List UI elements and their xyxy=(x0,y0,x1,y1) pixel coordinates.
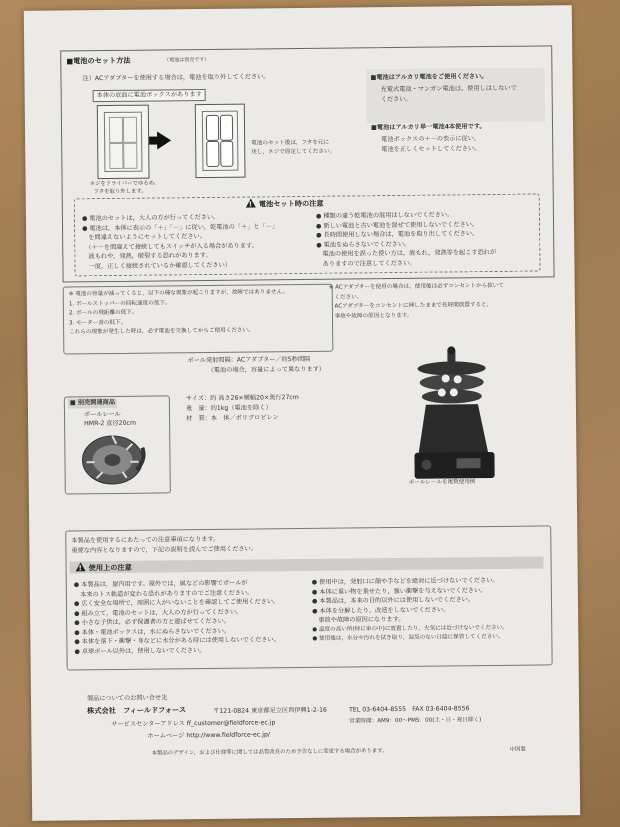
power-notice-line: ※ 電池の容量が減ってくると，以下の様な現象が起こりますが，故障ではありません。 xyxy=(68,289,289,298)
battery-count-line-2: 電池を正しくセットしてください。 xyxy=(381,145,481,154)
ball-rail-image xyxy=(76,430,149,489)
caution-set-right xyxy=(316,210,496,269)
arrow-right-icon xyxy=(157,131,171,149)
battery-box-diagram-before xyxy=(97,105,150,180)
alkaline-title: ■電池はアルカリ電池をご使用ください。 xyxy=(370,73,488,82)
usage-right-line: ● 使用中は，発射口に顔や手などを絶対に近づけないでください。 xyxy=(311,576,499,586)
size-spec: サイズ：約 高さ26×横幅20×奥行27cm xyxy=(185,394,299,403)
company-phone: TEL 03-6404-8555 FAX 03-6404-8556 xyxy=(349,705,470,714)
homepage-link[interactable]: ホームページ http://www.fieldforce-ec.jp/ xyxy=(147,731,270,740)
company-name: 株式会社 フィールドフォース xyxy=(87,705,187,716)
notice-line-1: 本製品を使用するにあたっての注意事項になります。 xyxy=(71,535,220,545)
usage-right-line: ● 使用後は，水分や汚れを拭き取り，湿気のない日陰に保管してください。 xyxy=(312,633,504,642)
usage-title-text: 使用上の注意 xyxy=(88,562,132,573)
battery-box-diagram-after xyxy=(195,104,246,179)
power-notice-line: 2. ボールの飛距離の低下。 xyxy=(68,309,138,317)
usage-right-line: ● 本製品は，本来の目的以外には使用しないでください。 xyxy=(311,596,475,605)
usage-left-line: ● 小さな子供は，必ず保護者の方と遊ばせてください。 xyxy=(74,617,231,627)
caution-set-title-text: 電池セット時の注意 xyxy=(258,198,324,209)
battery-count-line-1: 電池ボックスの＋－の表示に従い， xyxy=(381,135,481,144)
caution-set-left-line: ● 電池のセットは，大人の方が行ってください。 xyxy=(81,213,220,223)
inquiry-label: 製品についてのお問い合せ先 xyxy=(86,694,168,703)
caution-set-right-line: ● 長時間使用しない場合は，電池を取り出してください。 xyxy=(316,230,479,239)
caution-set-left-line: 液もれや，発熱，破裂する恐れがあります。 xyxy=(82,251,212,261)
battery-count-title: ■電池はアルカリ単一電池4本使用です。 xyxy=(370,123,486,132)
product-image xyxy=(395,344,508,485)
screw-caption: ネジをドライバーでゆるめ、 xyxy=(89,180,160,188)
caution-set-right-line: 電池の使用を誤った使い方は，液もれ，発熱等を起こす恐れが xyxy=(316,248,497,258)
service-email: サービスセンターアドレス ff_customer@fieldforce-ec.jp xyxy=(111,719,276,729)
usage-right-line: ● 本体を分解したり，改造をしないでください。 xyxy=(312,605,450,615)
usage-right-line: 事故や故障の原因になります。 xyxy=(312,615,405,624)
alkaline-line-2: ください。 xyxy=(380,95,412,104)
caution-set-left xyxy=(82,212,279,271)
usage-left-line: ● 卓球ボール以外は，使用しないでください。 xyxy=(74,646,206,655)
caution-set-right-line: ● 電池をぬらさないでください。 xyxy=(316,240,411,249)
usage-left-line: ● 本製品は，屋内用です。屋外では，風などの影響でボールが xyxy=(73,579,248,589)
business-hours: 営業時間：AM9：00～PM5：00(土・日・祝日除く) xyxy=(349,717,482,725)
battery-title-note: （電池は別売です） xyxy=(164,56,210,64)
usage-left-line: ● 本体・電池ボックスは，水にぬらさないでください。 xyxy=(74,627,231,636)
caution-set-left-line: 一度，正しく接続されているか確認してください） xyxy=(82,261,231,270)
power-notice-line: これらの現象が発生した時は，必ず電池を交換してからご使用ください。 xyxy=(69,327,254,336)
warning-icon xyxy=(246,198,256,207)
screw-caption-2: フタを取り外します。 xyxy=(93,188,147,196)
power-notice-left xyxy=(69,288,289,338)
power-notice-right xyxy=(329,282,505,322)
power-notice-right-line: ※ ACアダプターを使用の場合は，使用後は必ずコンセントから抜いて xyxy=(328,282,504,291)
set-caption-2: 戻し，ネジで固定してください。 xyxy=(251,148,336,156)
caution-set-right-line: ありますので注意してください。 xyxy=(316,259,416,268)
material-spec: 材 質：本 体／ポリプロピレン xyxy=(186,414,279,423)
origin-label: 中国製 xyxy=(509,746,526,753)
power-notice-right-line: ACアダプターをコンセントに挿したままで長時間放置すると， xyxy=(328,302,493,310)
usage-left-line: ● 本体を落下・衝撃・身などに水分がある時には使用しないでください。 xyxy=(74,636,280,646)
power-notice-line: 3. モーター音の低下。 xyxy=(69,319,127,326)
battery-title: ■電池のセット方法 xyxy=(66,55,131,66)
interval-spec-note: （電池の場合，容量によって異なります） xyxy=(207,365,326,374)
caution-set-left-line: （＋－を間違えて接続してもスイッチが入る場合があります。 xyxy=(82,241,258,251)
caution-set-title xyxy=(246,198,324,210)
alkaline-line-1: 充電式電池・マンガン電池は、使用しはしないで xyxy=(380,84,517,94)
accessory-title: ■ 別売関連商品 xyxy=(68,398,117,408)
product-caption: ボールレールを複数使用例 xyxy=(408,479,476,486)
usage-right-line: ● 本体に重い物を乗せたり，強い衝撃を与えないでください。 xyxy=(311,586,487,596)
battery-box-label: 本体の底面に電池ボックスがあります xyxy=(93,89,206,102)
weight-spec: 重 量：約1kg（電池を除く） xyxy=(185,404,272,413)
power-notice-line: 1. ボールストッパーの回転速度の低下。 xyxy=(68,299,171,307)
power-notice-right-line: 事故や故障の原因となります。 xyxy=(328,312,413,320)
set-caption: 電池のセット後は，フタを元に xyxy=(251,139,330,147)
disclaimer: 本製品のデザイン，および仕様等に関しては品質改良のため予告なしに変更する場合があります。 xyxy=(151,748,388,757)
caution-set-right-line: ● 新しい電池と古い電池を混ぜて使用しないでください。 xyxy=(316,220,479,230)
power-notice-right-line: ください。 xyxy=(328,293,363,301)
caution-set-right-line: ● 種類の違う乾電池の混用はしないでください。 xyxy=(315,211,454,220)
interval-spec: ボール発射間隔：ACアダプター／約5秒間隔 xyxy=(187,355,311,365)
company-address: 〒121-0824 東京都足立区西伊興1-2-16 xyxy=(213,706,327,715)
usage-left-line: ● 広く安全な場所で，周囲に人がいないことを確認してご使用ください。 xyxy=(73,598,280,608)
instruction-sheet xyxy=(24,5,580,821)
battery-note: 注）ACアダプターを使用する場合は，電池を取り外してください。 xyxy=(82,73,270,83)
usage-left-line: 本来のトス軌道が変わる恐れがありますのでご注意ください。 xyxy=(73,589,254,598)
usage-left xyxy=(74,578,280,656)
caution-set-left-line: ● 電池は，本体に表示の「＋」「－」に従い，乾電池の「＋」と「－」 xyxy=(82,222,279,232)
accessory-model: HMR-2 直径20cm xyxy=(84,419,136,428)
usage-right-line: ● 温度の高い所(特に車の中)に放置したり，火気には近づけないでください。 xyxy=(312,624,508,633)
warning-icon xyxy=(76,562,86,571)
caution-set-left-line: を間違えないようにセットしてください。 xyxy=(82,232,206,242)
usage-title xyxy=(76,562,132,574)
usage-left-line: ● 組み立て，電池のセットは，大人の方が行ってください。 xyxy=(74,608,243,617)
accessory-name: ボールレール xyxy=(83,410,121,419)
notice-line-2: 重要な内容となりますので，下記の説明を読んでご使用ください。 xyxy=(71,545,257,555)
usage-right xyxy=(312,576,508,645)
